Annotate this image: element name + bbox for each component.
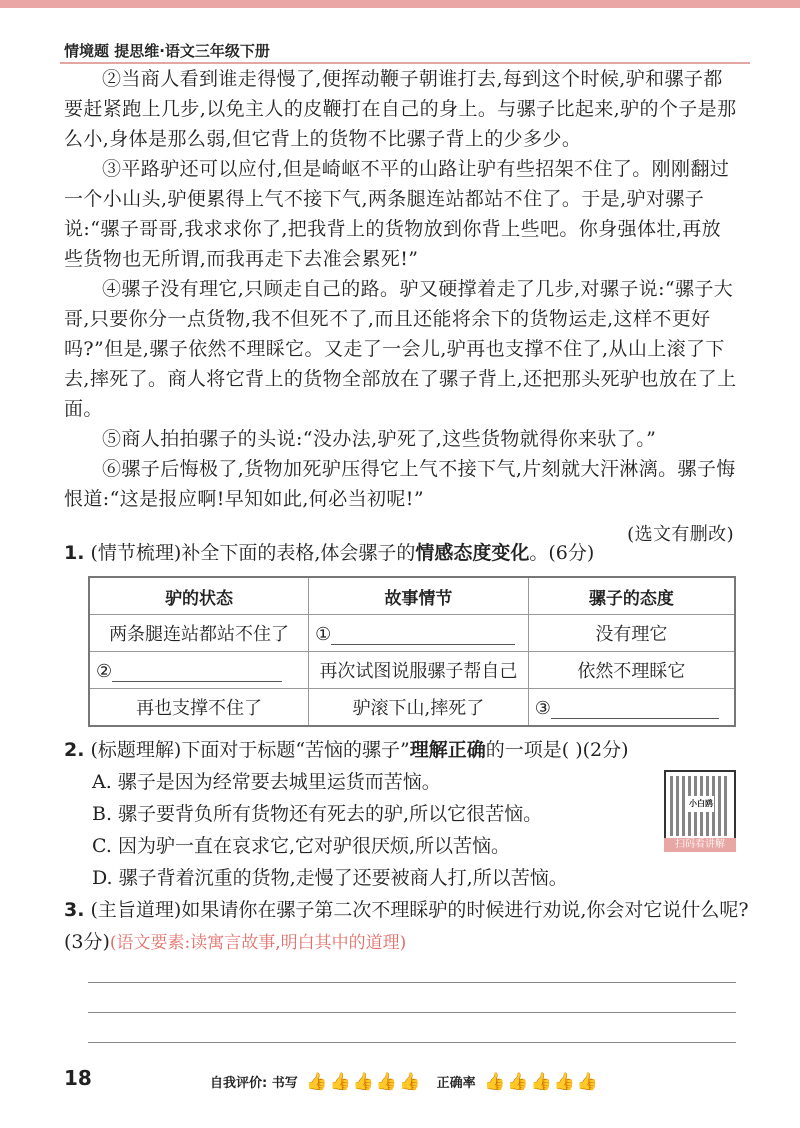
question-3-hint: (语文要素:读寓言故事,明白其中的道理) [109,933,407,953]
question-3-number: 3. [64,899,85,921]
question-1-tag: (情节梳理) [90,542,182,564]
qr-code-icon[interactable] [664,770,736,842]
source-note: (选文有删改) [627,524,734,545]
answer-line[interactable] [88,1012,736,1013]
question-2-text-b: 的一项是( )(2分) [485,739,629,761]
question-3-tag: (主旨道理) [90,899,182,921]
question-3-text: 如果请你在骡子第二次不理睬驴的时候进行劝说,你会对它说什么呢?(3分) [64,899,749,953]
page-header: 情境题 提思维·语文三年级下册 [64,42,270,60]
answer-line[interactable] [88,982,736,983]
option-a[interactable]: A. 骡子是因为经常要去城里运货而苦恼。 [92,771,441,793]
accuracy-label: 正确率 [436,1076,476,1091]
thumbs-up-icon[interactable]: 👍👍👍👍👍 [484,1072,601,1092]
thumbs-up-icon[interactable]: 👍👍👍👍👍 [306,1072,423,1092]
answer-blank-2[interactable]: ② [89,652,309,689]
paragraph-5: ⑤商人拍拍骡子的头说:“没办法,驴死了,这些货物就得你来驮了。” [102,428,657,450]
cell: 再次试图说服骡子帮自己 [309,652,529,689]
question-2-tag: (标题理解) [90,739,182,761]
answer-blank-1[interactable]: ① [309,615,529,652]
table-row [89,615,735,652]
paragraph-2: ②当商人看到谁走得慢了,便挥动鞭子朝谁打去,每到这个时候,驴和骡子都要赶紧跑上几步,以免主人的皮鞭打在自己的身上。与骡子比起来,驴的个子是那么小,身体是那么弱,但它背上的货物不比骡子背上的少多少。 [64,68,737,150]
qr-caption: 扫码看讲解 [664,838,736,852]
question-1-emphasis: 情感态度变化 [415,542,530,564]
table-row [89,652,735,689]
cell: 依然不理睬它 [528,652,735,689]
table-header-row [89,577,735,615]
header-plot: 故事情节 [309,577,529,615]
question-1-text-b: 。(6分) [529,542,595,564]
header-donkey-state: 驴的状态 [89,577,309,615]
question-2-number: 2. [64,739,85,761]
option-c[interactable]: C. 因为驴一直在哀求它,它对驴很厌烦,所以苦恼。 [92,835,511,857]
option-d[interactable]: D. 骡子背着沉重的货物,走慢了还要被商人打,所以苦恼。 [92,867,568,889]
cell: 两条腿连站都站不住了 [89,615,309,652]
self-evaluation [210,1072,610,1092]
answer-line[interactable] [88,1042,736,1043]
reading-passage [64,64,740,550]
table-row [89,689,735,727]
header-mule-attitude: 骡子的态度 [528,577,735,615]
option-b[interactable]: B. 骡子要背负所有货物还有死去的驴,所以它很苦恼。 [92,803,543,825]
question-2 [64,734,754,894]
question-2-text-a: 下面对于标题“苦恼的骡子” [181,739,410,761]
answer-blank-3[interactable]: ③ [528,689,735,727]
page-footer [64,1066,754,1096]
qr-logo: 小白鸥 [688,796,714,812]
top-decor-band [0,0,800,8]
paragraph-3: ③平路驴还可以应付,但是崎岖不平的山路让驴有些招架不住了。刚刚翻过一个小山头,驴便累得上气不接下气,两条腿连站都站不住了。于是,驴对骡子说:“骡子哥哥,我求求你了,把我背上的货物放到你背上些吧。你身强体壮,再放些货物也无所谓,而我再走下去准会累死!” [64,158,730,270]
plot-table [88,576,736,727]
cell: 没有理它 [528,615,735,652]
paragraph-4: ④骡子没有理它,只顾走自己的路。驴又硬撑着走了几步,对骡子说:“骡子大哥,只要你分一点货物,我不但死不了,而且还能将余下的货物运走,这样不更好吗?”但是,骡子依然不理睬它。又走了一会儿,驴再也支撑不住了,从山上滚了下去,摔死了。商人将它背上的货物全部放在了骡子背上,还把那头死驴也放在了上面。 [64,278,737,420]
paragraph-6: ⑥骡子后悔极了,货物加死驴压得它上气不接下气,片刻就大汗淋漓。骡子悔恨道:“这是报应啊!早知如此,何必当初呢!” [64,458,736,510]
cell: 驴滚下山,摔死了 [309,689,529,727]
cell: 再也支撑不住了 [89,689,309,727]
question-1-number: 1. [64,542,85,564]
question-2-emphasis: 理解正确 [409,739,486,761]
writing-label: 书写 [271,1076,298,1091]
question-2-stem [64,734,754,766]
page-number: 18 [64,1066,92,1090]
question-1-text-a: 补全下面的表格,体会骡子的 [181,542,416,564]
eval-label: 自我评价: [210,1076,268,1091]
question-3 [64,894,754,959]
question-1 [64,538,754,568]
